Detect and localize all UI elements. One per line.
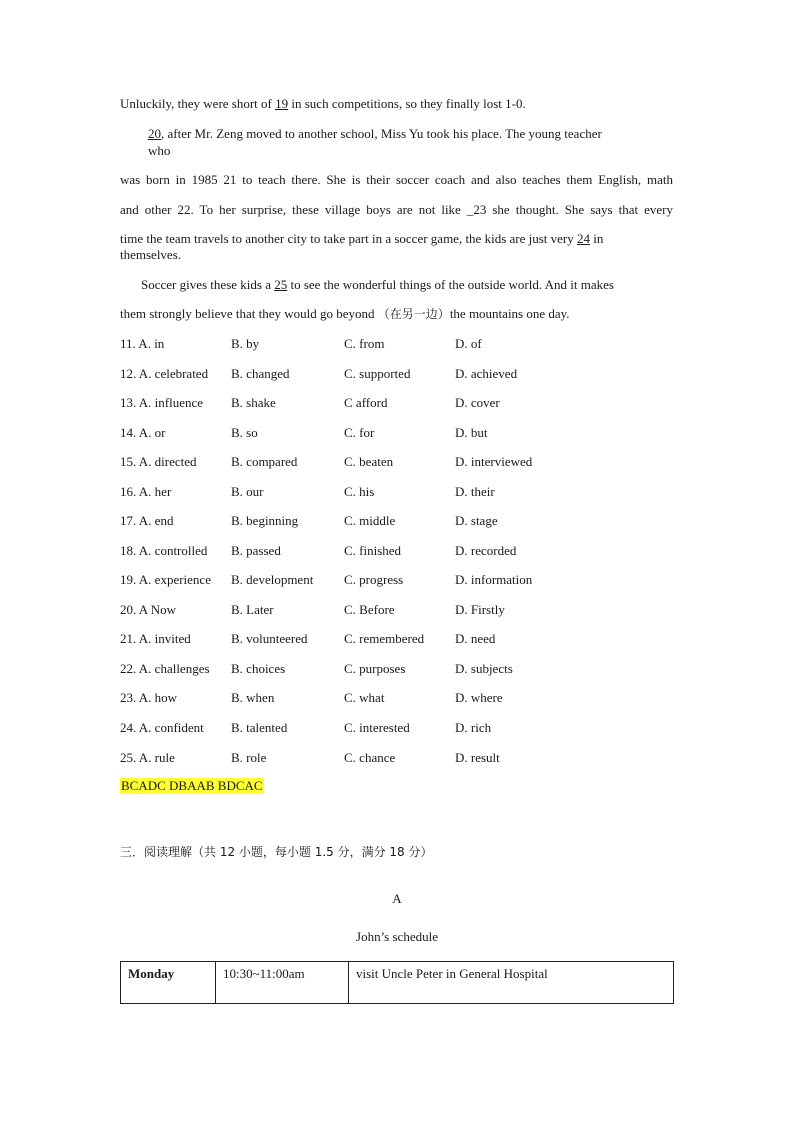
option-c: C. finished — [344, 543, 402, 558]
schedule-time: 10:30~11:00am — [216, 962, 349, 1004]
passage-line-last: them strongly believe that they would go beyond （在另一边）the mountains one day. — [120, 306, 570, 321]
schedule-table — [120, 961, 674, 1004]
option-d: D. their — [455, 484, 495, 499]
blank-25: 25 — [274, 277, 288, 292]
option-b: B. compared — [231, 454, 298, 469]
schedule-day: Monday — [121, 962, 216, 1004]
passage-line-20-wrap: who — [148, 143, 171, 158]
option-c: C. remembered — [344, 631, 425, 646]
option-b: B. so — [231, 425, 258, 440]
option-d: D. Firstly — [455, 602, 505, 617]
question-row — [120, 720, 680, 736]
option-b: B. beginning — [231, 513, 299, 528]
option-d: D. cover — [455, 395, 500, 410]
question-row — [120, 631, 680, 647]
question-row — [120, 454, 680, 470]
option-a: 19. A. experience — [120, 572, 211, 587]
option-a: 21. A. invited — [120, 631, 191, 646]
option-b: B. role — [231, 750, 267, 765]
option-d: D. need — [455, 631, 496, 646]
option-d: D. where — [455, 690, 503, 705]
passage-line-24: time the team travels to another city to take part in a soccer game, the kids are just very 24 in — [120, 231, 604, 246]
option-d: D. recorded — [455, 543, 517, 558]
option-b: B. talented — [231, 720, 288, 735]
option-c: C. from — [344, 336, 385, 351]
question-row — [120, 543, 680, 559]
option-c: C. interested — [344, 720, 410, 735]
option-d: D. subjects — [455, 661, 513, 676]
option-c: C. chance — [344, 750, 396, 765]
option-b: B. Later — [231, 602, 274, 617]
chinese-gloss: （在另一边） — [377, 307, 450, 321]
option-a: 20. A Now — [120, 602, 176, 617]
schedule-activity: visit Uncle Peter in General Hospital — [349, 962, 674, 1004]
option-c: C. for — [344, 425, 375, 440]
option-c: C. purposes — [344, 661, 406, 676]
passage-line-24-wrap: themselves. — [120, 247, 182, 262]
option-d: D. information — [455, 572, 533, 587]
option-b: B. shake — [231, 395, 276, 410]
option-d: D. achieved — [455, 366, 518, 381]
question-row — [120, 366, 680, 382]
section-heading: 三．阅读理解（共 12 小题，每小题 1.5 分，满分 18 分） — [120, 845, 433, 859]
option-a: 14. A. or — [120, 425, 166, 440]
question-row — [120, 336, 680, 352]
passage-line-22: and other 22. To her surprise, these village boys are not like _23 she thought. She says that every — [120, 202, 673, 217]
option-b: B. development — [231, 572, 314, 587]
blank-24: 24 — [577, 231, 590, 246]
question-row — [120, 425, 680, 441]
passage-line-25: Soccer gives these kids a 25 to see the wonderful things of the outside world. And it makes — [141, 277, 614, 292]
option-c: C. his — [344, 484, 375, 499]
option-a: 24. A. confident — [120, 720, 204, 735]
question-row — [120, 484, 680, 500]
question-row — [120, 690, 680, 706]
option-c: C. what — [344, 690, 385, 705]
option-d: D. stage — [455, 513, 498, 528]
option-a: 22. A. challenges — [120, 661, 210, 676]
option-a: 17. A. end — [120, 513, 174, 528]
option-a: 18. A. controlled — [120, 543, 208, 558]
question-row — [120, 395, 680, 411]
option-b: B. volunteered — [231, 631, 308, 646]
option-b: B. our — [231, 484, 264, 499]
passage-line-20: 20, after Mr. Zeng moved to another school, Miss Yu took his place. The young teacher — [148, 126, 602, 141]
option-b: B. choices — [231, 661, 286, 676]
question-row — [120, 661, 680, 677]
option-d: D. result — [455, 750, 500, 765]
option-c: C afford — [344, 395, 388, 410]
part-label: A — [392, 891, 402, 906]
passage-line-21: was born in 1985 21 to teach there. She is their soccer coach and also teaches them English, math — [120, 172, 673, 187]
option-c: C. supported — [344, 366, 411, 381]
option-b: B. changed — [231, 366, 290, 381]
option-d: D. rich — [455, 720, 492, 735]
option-a: 13. A. influence — [120, 395, 204, 410]
blank-19: 19 — [275, 96, 289, 111]
question-row — [120, 572, 680, 588]
option-a: 15. A. directed — [120, 454, 197, 469]
passage-line-19: Unluckily, they were short of 19 in such competitions, so they finally lost 1-0. — [120, 96, 526, 111]
option-c: C. middle — [344, 513, 396, 528]
option-c: C. Before — [344, 602, 395, 617]
schedule-title: John’s schedule — [356, 929, 438, 944]
option-b: B. passed — [231, 543, 281, 558]
option-a: 12. A. celebrated — [120, 366, 209, 381]
option-c: C. progress — [344, 572, 404, 587]
option-b: B. when — [231, 690, 275, 705]
option-a: 16. A. her — [120, 484, 172, 499]
option-a: 23. A. how — [120, 690, 178, 705]
question-row — [120, 602, 680, 618]
answer-key-highlight: BCADC DBAAB BDCAC — [121, 778, 263, 793]
question-row — [120, 750, 680, 766]
option-a: 11. A. in — [120, 336, 165, 351]
option-d: D. but — [455, 425, 488, 440]
table-row — [121, 962, 674, 1004]
option-a: 25. A. rule — [120, 750, 175, 765]
option-b: B. by — [231, 336, 260, 351]
option-d: D. of — [455, 336, 482, 351]
option-c: C. beaten — [344, 454, 394, 469]
question-row — [120, 513, 680, 529]
blank-20: 20 — [148, 126, 161, 141]
option-d: D. interviewed — [455, 454, 533, 469]
